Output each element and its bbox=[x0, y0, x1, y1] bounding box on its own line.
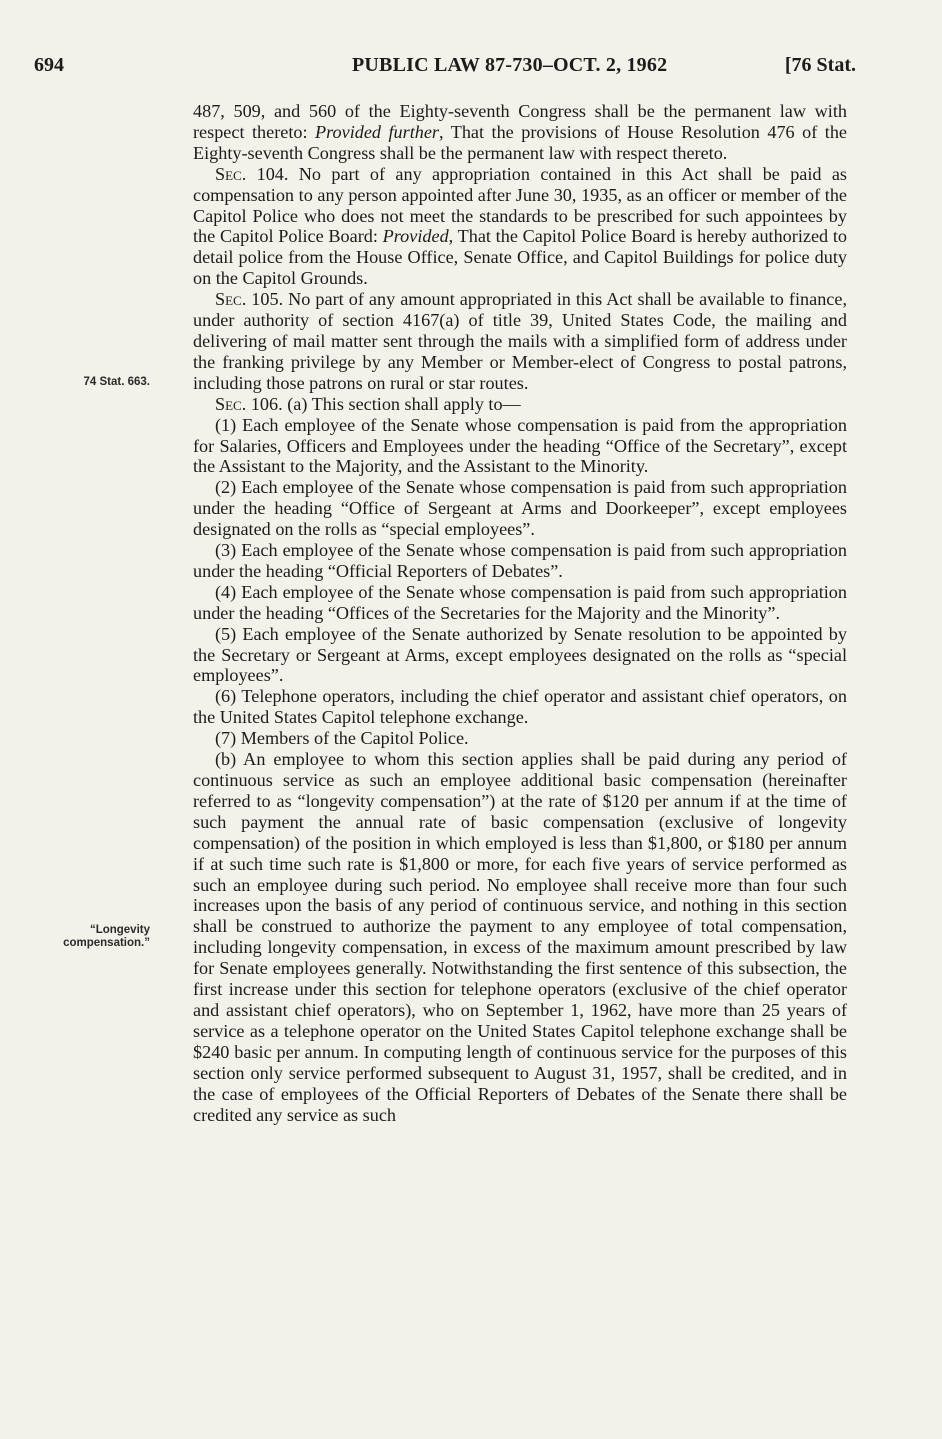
section-105: Sec. 105. No part of any amount appropriated in this Act shall be available to finance, under authority of section 4167(a) of title 39, United States Code, the mailing and delivering of mail matter sent through the mails with a simplified form of address under the franking privilege by any Member or Member-elect of Congress to postal patrons, including those patrons on rural or star routes. bbox=[193, 289, 847, 393]
statute-reference: [76 Stat. bbox=[784, 54, 856, 76]
list-item-5: (5) Each employee of the Senate authorized by Senate resolution to be appointed by the Secretary or Sergeant at Arms, except employees designated on the rolls as “special employees”. bbox=[193, 623, 847, 686]
body-text bbox=[193, 101, 847, 1125]
margin-note-stat: 74 Stat. 663. bbox=[83, 376, 150, 388]
section-104: Sec. 104. No part of any appropriation contained in this Act shall be paid as compensation to any person appointed after June 30, 1935, as an officer or member of the Capitol Police who does not meet the standards to be prescribed for such appointees by the Capitol Police Board: Provided, That the Capitol Police Board is hereby authorized to detail police from the House Office, Senate Office, and Capitol Buildings for police duty on the Capitol Grounds. bbox=[193, 163, 847, 289]
list-item-3: (3) Each employee of the Senate whose compensation is paid from such appropriation under the heading “Official Reporters of Debates”. bbox=[193, 540, 847, 581]
list-item-7: (7) Members of the Capitol Police. bbox=[215, 728, 469, 749]
page-number: 694 bbox=[34, 54, 64, 76]
margin-note-longevity: “Longevity compensation.” bbox=[63, 924, 150, 949]
list-item-1: (1) Each employee of the Senate whose compensation is paid from the appropriation for Salaries, Officers and Employees under the heading “Office of the Secretary”, except the Assistant to the Majority, and the Assistant to the Minority. bbox=[193, 414, 847, 477]
section-label: Sec. 104. bbox=[215, 163, 289, 184]
page-header bbox=[34, 54, 856, 84]
list-item-6: (6) Telephone operators, including the chief operator and assistant chief operators, on the United States Capitol telephone exchange. bbox=[193, 686, 847, 728]
section-label: Sec. 106. bbox=[215, 393, 283, 414]
list-item-4: (4) Each employee of the Senate whose compensation is paid from such appropriation under the heading “Offices of the Secretaries for the Majority and the Minority”. bbox=[193, 581, 847, 623]
section-106: Sec. 106. (a) This section shall apply to— bbox=[215, 393, 521, 414]
paragraph-continuation: 487, 509, and 560 of the Eighty-seventh Congress shall be the permanent law with respect thereto: Provided further, That the provisions of House Resolution 476 of the Eighty-seventh Congress shall be the permanent law with respect thereto. bbox=[193, 101, 847, 163]
running-title: PUBLIC LAW 87-730–OCT. 2, 1962 bbox=[352, 54, 668, 76]
list-item-2: (2) Each employee of the Senate whose compensation is paid from such appropriation under the heading “Office of Sergeant at Arms and Doorkeeper”, except employees designated on the rolls as “special employees”. bbox=[193, 477, 847, 540]
section-label: Sec. 105. bbox=[215, 289, 284, 310]
subsection-b: (b) An employee to whom this section applies shall be paid during any period of continuous service as such an employee additional basic compensation (hereinafter referred to as “longevity compensation”) at the rate of $120 per annum if at the time of such payment the annual rate of basic compensation (exclusive of longevity compensation) of the position in which employed is less than $1,800, or $180 per annum if at such time such rate is $1,800 or more, for each five years of service performed as such an employee during such period. No employee shall receive more than four such increases upon the basis of any period of continuous service, and nothing in this section shall be construed to authorize the payment to any employee of total compensation, including longevity compensation, in excess of the maximum amount prescribed by law for Senate employees generally. Notwithstanding the first sentence of this subsection, the first increase under this section for telephone operators (exclusive of the chief operator and assistant chief operators), who on September 1, 1962, have more than 25 years of service as a telephone operator on the United States Capitol telephone exchange shall be $240 basic per annum. In computing length of continuous service for the purposes of this section only service performed subsequent to August 31, 1957, shall be credited, and in the case of employees of the Official Reporters of Debates of the Senate there shall be credited any service as such bbox=[193, 749, 847, 1125]
